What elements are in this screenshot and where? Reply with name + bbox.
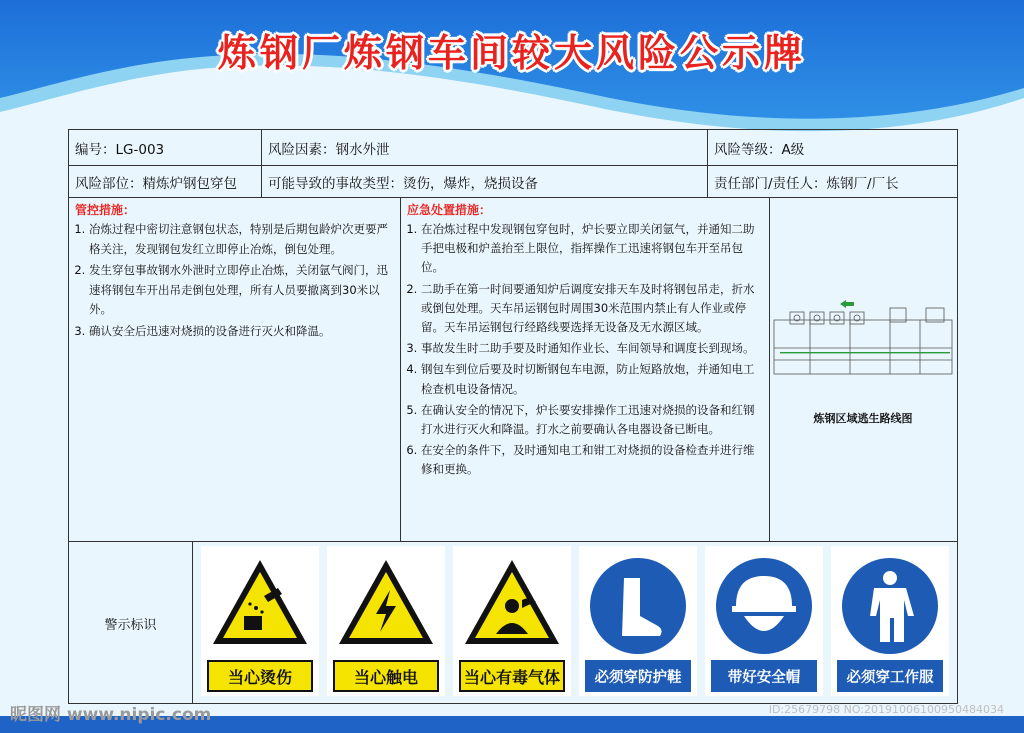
control-item: 2. 发生穿包事故钢水外泄时立即停止冶炼，关闭氩气阀门，迅速将钢包车开出吊走倒包处理，所有人员要撤离到30米以外。 [89,261,394,320]
info-row-2 [69,166,957,198]
sign-electric-shock [327,546,445,696]
risk-factor-cell: 风险因素：钢水外泄 [262,130,708,165]
sign-safety-boot [579,546,697,696]
risk-level-cell: 风险等级：A级 [714,141,805,158]
risk-location-cell: 风险部位：精炼炉钢包穿包 [69,166,262,197]
sign-hot-surface [201,546,319,696]
sign-label: 必须穿工作服 [837,660,943,692]
sign-label: 当心有毒气体 [459,660,565,692]
control-item: 3. 确认安全后迅速对烧损的设备进行灭火和降温。 [89,322,394,342]
measures-section [69,198,957,542]
accident-type-cell: 可能导致的事故类型：烫伤，爆炸，烧损设备 [262,166,708,197]
map-caption: 炼钢区域逃生路线图 [813,412,913,425]
code-cell: 编号：LG-003 [69,130,262,165]
watermark-left: 昵图网 www.nipic.com [10,705,212,725]
escape-route-map [770,208,956,438]
hot-surface-icon [210,556,310,652]
sign-toxic-gas [453,546,571,696]
responsible-cell: 责任部门/责任人：炼钢厂/厂长 [714,175,899,192]
emergency-item: 4. 钢包车到位后要及时切断钢包车电源，防止短路放炮，并通知电工检查机电设备情况。 [421,360,763,398]
risk-board [68,129,958,704]
sign-label: 必须穿防护鞋 [585,660,691,692]
warning-label: 警示标识 [69,542,193,704]
emergency-measures [401,198,770,541]
page-title: 炼钢厂炼钢车间较大风险公示牌 [217,31,806,75]
work-clothes-icon [840,556,940,656]
emergency-item: 6. 在安全的条件下，及时通知电工和钳工对烧损的设备检查并进行维修和更换。 [421,441,763,479]
sign-label: 带好安全帽 [711,660,817,692]
watermark-right: ID:25679798 NO:20191006100950484034 [768,703,1004,716]
electric-shock-icon [336,556,436,652]
toxic-gas-icon [462,556,562,652]
control-heading: 管控措施： [75,203,136,217]
emergency-item: 2. 二助手在第一时间要通知炉后调度安排天车及时将钢包吊走，折水或倒包处理。天车吊运钢包时周围30米范围内禁止有人作业或停留。天车吊运钢包行经路线要选择无设备及无水源区域。 [421,280,763,338]
info-row-1 [69,130,957,166]
safety-boot-icon [588,556,688,656]
emergency-item: 1. 在冶炼过程中发现钢包穿包时，炉长要立即关闭氩气，并通知二助手把电极和炉盖抬至上限位，指挥操作工迅速将钢包车开至吊包位。 [421,220,763,278]
control-measures [69,198,401,541]
sign-label: 当心烫伤 [207,660,313,692]
emergency-item: 5. 在确认安全的情况下，炉长要安排操作工迅速对烧损的设备和红钢打水进行灭火和降温。打水之前要确认各电器设备已断电。 [421,401,763,439]
warning-signs-section [69,542,957,704]
sign-safety-helmet [705,546,823,696]
emergency-item: 3. 事故发生时二助手要及时通知作业长、车间领导和调度长到现场。 [421,339,763,358]
sign-label: 当心触电 [333,660,439,692]
safety-helmet-icon [714,556,814,656]
control-item: 1. 冶炼过程中密切注意钢包状态，特别是后期包龄炉次更要严格关注，发现钢包发红立即停止冶炼，倒包处理。 [89,220,394,259]
sign-work-clothes [831,546,949,696]
emergency-heading: 应急处置措施： [407,203,492,217]
